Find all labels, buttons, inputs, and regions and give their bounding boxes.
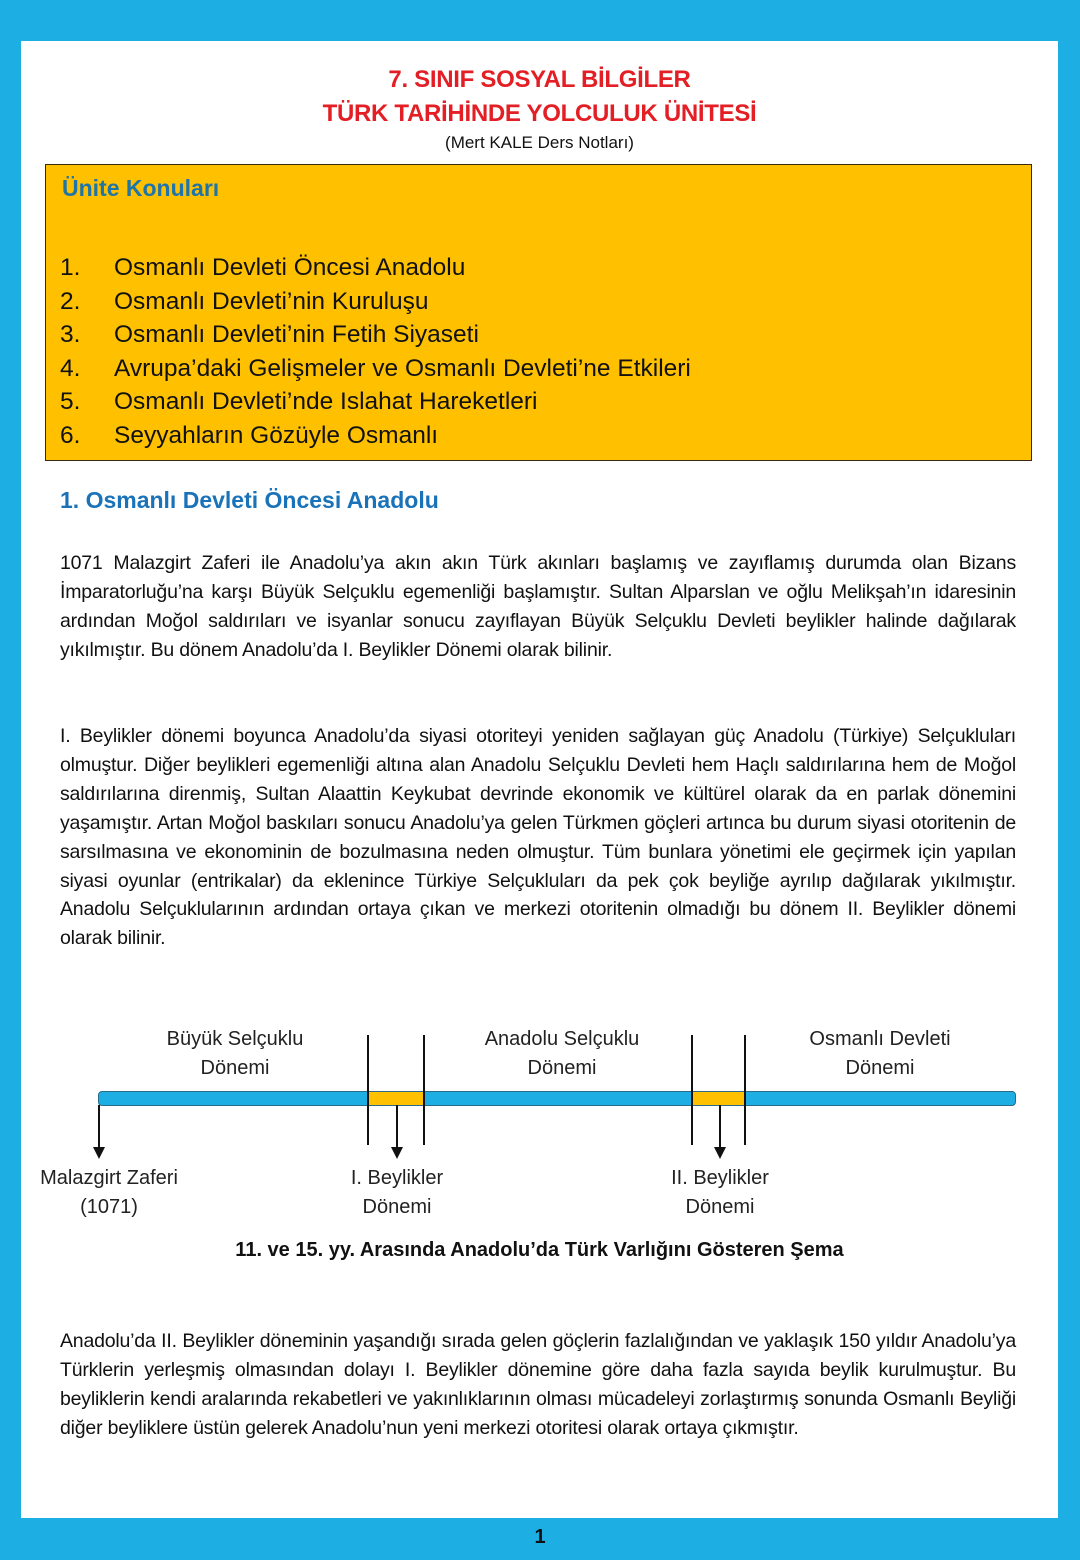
topic-number: 2.	[60, 287, 81, 315]
event-label-line: Dönemi	[362, 1196, 432, 1218]
arrow-shaft	[98, 1105, 100, 1147]
paragraph-1: 1071 Malazgirt Zaferi ile Anadolu’ya akın akın Türk akınları başlamış ve zayıflamış durumda olan Bizans İmparatorluğu’na karşı Büyük Selçuklu egemenliği başlamıştır. Sultan Alparslan ve oğlu Melikşah’ın idaresinin ardından Moğol saldırıları ve isyanlar sonucu zayıflayan Büyük Selçuklu Devleti beylikler halinde dağılarak yıkılmıştır. Bu dönem Anadolu’da I. Beylikler Dönemi olarak bilinir.	[60, 552, 1016, 661]
event-label-second-beylikler	[620, 1164, 820, 1222]
period-label-line: Osmanlı Devleti	[809, 1028, 951, 1050]
diagram-caption: 11. ve 15. yy. Arasında Anadolu’da Türk Varlığını Gösteren Şema	[235, 1239, 844, 1261]
topic-label: Osmanlı Devleti Öncesi Anadolu	[114, 254, 466, 281]
period-label-line: Anadolu Selçuklu	[484, 1028, 640, 1050]
event-label-malazgirt	[9, 1164, 209, 1222]
topic-item	[60, 318, 691, 352]
title-line-2: TÜRK TARİHİNDE YOLCULUK ÜNİTESİ	[322, 100, 757, 127]
divider-line	[744, 1035, 746, 1145]
first-beylikler-segment	[369, 1092, 424, 1105]
period-label-line: Büyük Selçuklu	[166, 1028, 304, 1050]
period-label-line: Dönemi	[845, 1057, 915, 1079]
second-beylikler-segment	[693, 1092, 745, 1105]
topic-number: 5.	[60, 388, 81, 416]
topic-number: 1.	[60, 254, 81, 281]
period-label-anadolu-selcuklu	[452, 1025, 672, 1083]
title-block	[21, 63, 1058, 155]
event-label-line: I. Beylikler	[350, 1167, 444, 1189]
title-line-1: 7. SINIF SOSYAL BİLGİLER	[388, 66, 691, 93]
topic-item	[60, 419, 691, 453]
period-label-buyuk-selcuklu	[135, 1025, 335, 1083]
topic-label: Osmanlı Devleti’nin Fetih Siyaseti	[114, 321, 479, 349]
topic-label: Avrupa’daki Gelişmeler ve Osmanlı Devleti’ne Etkileri	[114, 354, 691, 382]
topic-label: Osmanlı Devleti’nin Kuruluşu	[114, 287, 429, 315]
topic-item	[60, 251, 691, 285]
arrow-shaft	[719, 1105, 721, 1147]
topic-item	[60, 285, 691, 319]
subtitle: (Mert KALE Ders Notları)	[445, 133, 634, 152]
arrow-down-icon	[714, 1147, 726, 1159]
page-number: 1	[534, 1526, 546, 1548]
event-label-line: (1071)	[80, 1196, 138, 1218]
unit-topics-box	[45, 164, 1032, 461]
arrow-shaft	[396, 1105, 398, 1147]
divider-line	[691, 1035, 693, 1145]
period-label-line: Dönemi	[527, 1057, 597, 1079]
section-heading: 1. Osmanlı Devleti Öncesi Anadolu	[60, 487, 439, 513]
topics-heading: Ünite Konuları	[62, 175, 220, 201]
arrow-down-icon	[391, 1147, 403, 1159]
period-label-line: Dönemi	[200, 1057, 270, 1079]
topic-label: Seyyahların Gözüyle Osmanlı	[114, 421, 439, 449]
event-label-line: Dönemi	[685, 1196, 755, 1218]
topic-item	[60, 385, 691, 419]
timeline-bar	[98, 1091, 1016, 1106]
topic-number: 3.	[60, 321, 81, 349]
topic-number: 4.	[60, 354, 81, 382]
paragraph-3: Anadolu’da II. Beylikler döneminin yaşandığı sırada gelen göçlerin fazlalığından ve yaklaşık 150 yıldır Anadolu’ya Türklerin yerleşmiş olmasından dolayı I. Beylikler dönemine göre daha fazla sayıda beylik kurulmuştur. Bu beyliklerin kendi aralarında rekabetleri ve yakınlıklarının olması mücadeleyi zorlaştırmış sonunda Osmanlı Beyliği diğer beyliklere üstün gelerek Anadolu’nun yeni merkezi otoritesi olarak ortaya çıkmıştır.	[60, 1330, 1016, 1439]
topic-number: 6.	[60, 421, 81, 449]
event-label-first-beylikler	[297, 1164, 497, 1222]
arrow-down-icon	[93, 1147, 105, 1159]
document-page	[21, 41, 1058, 1518]
topics-list	[60, 251, 691, 453]
topic-label: Osmanlı Devleti’nde Islahat Hareketleri	[114, 388, 538, 416]
event-label-line: II. Beylikler	[671, 1167, 769, 1189]
divider-line	[367, 1035, 369, 1145]
period-label-osmanli	[780, 1025, 980, 1083]
divider-line	[423, 1035, 425, 1145]
topic-item	[60, 352, 691, 386]
event-label-line: Malazgirt Zaferi	[40, 1167, 178, 1189]
paragraph-2: I. Beylikler dönemi boyunca Anadolu’da siyasi otoriteyi yeniden sağlayan güç Anadolu (Türkiye) Selçukluları olmuştur. Diğer beylikleri egemenliği altına alan Anadolu Selçuklu Devleti hem Haçlı saldırılarına hem de Moğol saldırılarına direnmiş, Sultan Alaattin Keykubat devrinde ekonomik ve kültürel olarak da en parlak dönemini yaşamıştır. Artan Moğol baskıları sonucu Anadolu’ya gelen Türkmen göçleri artınca bu durum siyasi otoritenin de sarsılmasına ve ekonominin de bozulmasına neden olmuştur. Tüm bunlara yönetimi ele geçirmek için yapılan siyasi oyunlar (entrikalar) da eklenince Türkiye Selçukluları da pek çok beyliğe ayrılıp dağılarak yıkılmıştır. Anadolu Selçuklularının ardından ortaya çıkan ve merkezi otoritenin olmadığı bu dönem II. Beylikler dönemi olarak bilinir.	[60, 725, 1016, 950]
